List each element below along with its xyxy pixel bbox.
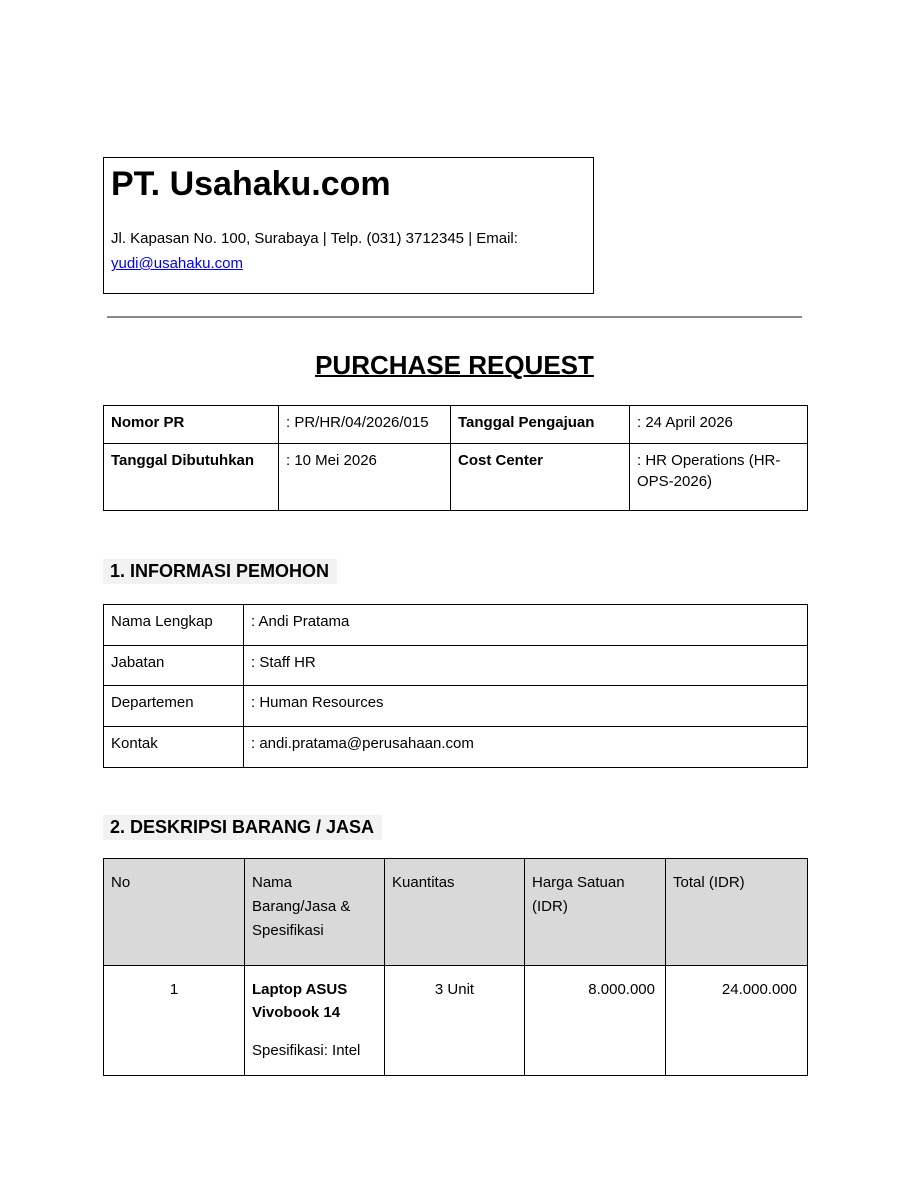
info-value-departemen: : Human Resources: [244, 686, 808, 727]
section-1-heading: 1. INFORMASI PEMOHON: [103, 559, 337, 584]
info-value-kontak: : andi.pratama@perusahaan.com: [244, 727, 808, 768]
item-name: Laptop ASUS Vivobook 14: [252, 981, 348, 1021]
meta-label-cost-center: Cost Center: [451, 444, 630, 511]
items-header-nama: Nama Barang/Jasa & Spesifikasi: [245, 859, 385, 966]
info-label-jabatan: Jabatan: [104, 646, 244, 686]
item-total: 24.000.000: [666, 966, 808, 1076]
items-header-no: No: [104, 859, 245, 966]
meta-value-nomor-pr: : PR/HR/04/2026/015: [279, 406, 451, 444]
meta-value-cost-center: : HR Operations (HR-OPS-2026): [630, 444, 808, 511]
company-contact-line: [111, 226, 585, 276]
item-no: 1: [104, 966, 245, 1076]
info-value-nama-lengkap: : Andi Pratama: [244, 605, 808, 646]
info-label-departemen: Departemen: [104, 686, 244, 727]
company-name: PT. Usahaku.com: [111, 165, 391, 203]
meta-value-tanggal-pengajuan: : 24 April 2026: [630, 406, 808, 444]
requester-info-table: [103, 604, 808, 768]
company-email-link[interactable]: yudi@usahaku.com: [111, 255, 243, 272]
item-row: [104, 966, 808, 1076]
horizontal-divider: [107, 316, 802, 318]
items-header-row: [104, 859, 808, 966]
item-description-cell: [245, 966, 385, 1076]
pr-meta-table: [103, 405, 808, 511]
info-row: [104, 605, 808, 646]
item-quantity: 3 Unit: [385, 966, 525, 1076]
items-header-total: Total (IDR): [666, 859, 808, 966]
info-row: [104, 686, 808, 727]
company-header-box: [103, 157, 594, 294]
meta-value-tanggal-dibutuhkan: : 10 Mei 2026: [279, 444, 451, 511]
info-row: [104, 727, 808, 768]
section-2-heading: 2. DESKRIPSI BARANG / JASA: [103, 815, 382, 840]
company-address: Jl. Kapasan No. 100, Surabaya | Telp. (031) 3712345 | Email:: [111, 230, 518, 247]
document-title: PURCHASE REQUEST: [315, 350, 594, 380]
meta-label-tanggal-dibutuhkan: Tanggal Dibutuhkan: [104, 444, 279, 511]
info-label-kontak: Kontak: [104, 727, 244, 768]
info-label-nama-lengkap: Nama Lengkap: [104, 605, 244, 646]
item-spec: Spesifikasi: Intel: [252, 1042, 361, 1059]
meta-label-tanggal-pengajuan: Tanggal Pengajuan: [451, 406, 630, 444]
meta-row: [104, 444, 808, 511]
info-value-jabatan: : Staff HR: [244, 646, 808, 686]
items-table: [103, 858, 808, 1076]
meta-label-nomor-pr: Nomor PR: [104, 406, 279, 444]
info-row: [104, 646, 808, 686]
item-unit-price: 8.000.000: [525, 966, 666, 1076]
items-header-kuantitas: Kuantitas: [385, 859, 525, 966]
items-header-harga-satuan: Harga Satuan (IDR): [525, 859, 666, 966]
meta-row: [104, 406, 808, 444]
